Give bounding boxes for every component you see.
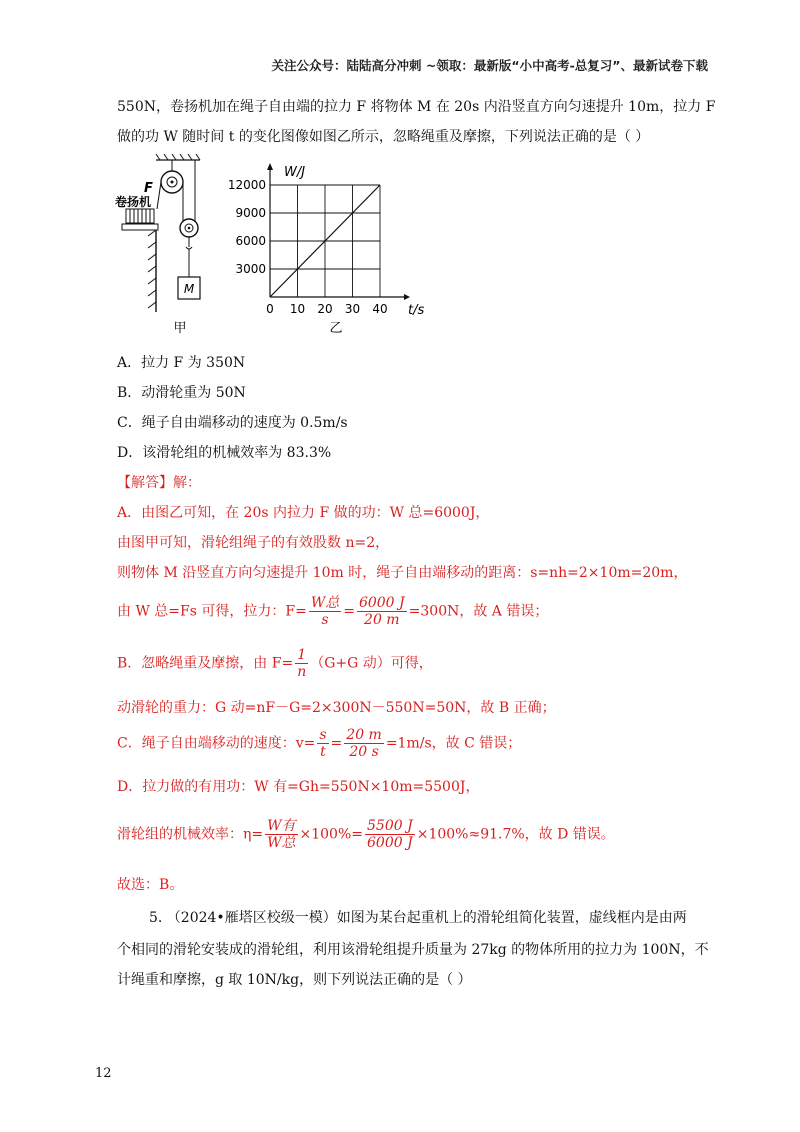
fraction-20m-over-20s: $\frac{20 m}{20 s}$: [346, 727, 382, 761]
x-axis-label: t/s: [408, 303, 425, 318]
force-label: F: [144, 181, 153, 196]
option-d: D．该滑轮组的机械效率为 83.3%: [117, 445, 332, 461]
next-question-line-1: 5. （2024•雁塔区校级一模）如图为某台起重机上的滑轮组简化装置，虚线框内是由两: [149, 910, 687, 926]
next-question-line-3: 计绳重和摩擦，g 取 10N/kg，则下列说法正确的是（ ）: [117, 972, 472, 988]
answer-a-line-3: 则物体 M 沿竖直方向匀速提升 10m 时，绳子自由端移动的距离：s=nh=2×10m=20m，: [117, 565, 688, 581]
chart-ticks: [228, 178, 388, 316]
fraction-s-over-t: $\frac{s}{t}$: [319, 727, 327, 761]
work-time-chart: [228, 163, 425, 336]
page-header: 关注公众号：陆陆高分冲刺 ~领取：最新版“小中高考-总复习”、最新试卷下载: [271, 58, 708, 73]
option-b: B．动滑轮重为 50N: [117, 385, 246, 401]
x-tick-label-0: 0: [266, 302, 274, 316]
answer-heading: 【解答】解：: [117, 475, 201, 491]
y-axis-label: W/J: [284, 165, 306, 180]
x-tick-label-40: 40: [372, 302, 388, 316]
winch-shelf: [122, 224, 158, 230]
figure-caption-yi: 乙: [329, 321, 343, 336]
question-line-1: 550N，卷扬机加在绳子自由端的拉力 F 将物体 M 在 20s 内沿竖直方向匀速提升 10m，拉力 F: [117, 99, 716, 115]
fraction-6000-over-20: $\frac{6000 J}{20 m}$: [358, 595, 405, 629]
y-tick-label-6000: 6000: [235, 234, 266, 248]
next-question-line-2: 个相同的滑轮安装成的滑轮组，利用该滑轮组提升质量为 27kg 的物体所用的拉力为 100N，不: [117, 942, 709, 958]
x-tick-label-30: 30: [344, 302, 361, 316]
winch-label: 卷扬机: [115, 195, 152, 209]
option-a: A．拉力 F 为 350N: [117, 355, 246, 371]
answer-a-line-1: A．由图乙可知，在 20s 内拉力 F 做的功：W 总=6000J，: [117, 505, 490, 521]
answer-a-line-2: 由图甲可知，滑轮组绳子的有效股数 n=2，: [117, 535, 390, 551]
fraction-wyou-over-wzong: $\frac{\text{W有}}{\text{W总}}$: [267, 818, 296, 852]
answer-b-line-1: B．忽略绳重及摩擦，由 F= $\frac{1}{n}$ （G+G 动）可得，: [117, 647, 433, 681]
option-c: C．绳子自由端移动的速度为 0.5m/s: [117, 415, 348, 431]
answer-d-line-1: D．拉力做的有用功：W 有=Gh=550N×10m=5500J，: [117, 779, 480, 795]
answer-d-line-2: 滑轮组的机械效率：η= $\frac{\text{W有}}{\text{W总}}$ ×100%= $\frac{5500 J}{6000 J}$ ×100%≈91.7%，故 D 错误。: [117, 818, 615, 852]
answer-a-line-4: 由 W 总=Fs 可得，拉力：F= $\frac{\text{W总}}{s}$ = $\frac{6000 J}{20 m}$ =300N，故 A 错误；: [117, 595, 549, 629]
figure-caption-jia: 甲: [173, 321, 187, 336]
page-number: 12: [95, 1066, 112, 1081]
chart-axes: [267, 163, 410, 300]
a4-post: =300N，故 A 错误；: [408, 603, 549, 620]
figure-svg: [112, 152, 425, 337]
question-figure: [112, 152, 425, 337]
answer-choice: 故选：B。: [117, 877, 184, 893]
question-line-2: 做的功 W 随时间 t 的变化图像如图乙所示，忽略绳重及摩擦，下列说法正确的是（ ）: [117, 129, 650, 145]
object-label: M: [183, 282, 195, 296]
fraction-5500-over-6000: $\frac{5500 J}{6000 J}$: [367, 818, 413, 852]
pulley-diagram: [115, 154, 200, 336]
a4-pre: 由 W 总=Fs 可得，拉力：F=: [117, 603, 307, 620]
x-tick-label-10: 10: [289, 302, 306, 316]
x-axis-arrow: [404, 294, 410, 300]
answer-b-line-2: 动滑轮的重力：G 动=nF－G=2×300N－550N=50N，故 B 正确；: [117, 700, 556, 716]
y-tick-label-12000: 12000: [227, 178, 266, 192]
y-tick-label-9000: 9000: [235, 206, 266, 220]
y-tick-label-3000: 3000: [235, 262, 266, 276]
y-axis-arrow: [267, 163, 273, 170]
fraction-w-over-s: $\frac{\text{W总}}{s}$: [310, 595, 340, 629]
fraction-1-over-n: $\frac{1}{n}$: [297, 647, 307, 681]
answer-c-line-1: C．绳子自由端移动的速度：v= $\frac{s}{t}$ = $\frac{20 m}{20 s}$ =1m/s，故 C 错误；: [117, 727, 522, 761]
x-tick-label-20: 20: [317, 302, 333, 316]
